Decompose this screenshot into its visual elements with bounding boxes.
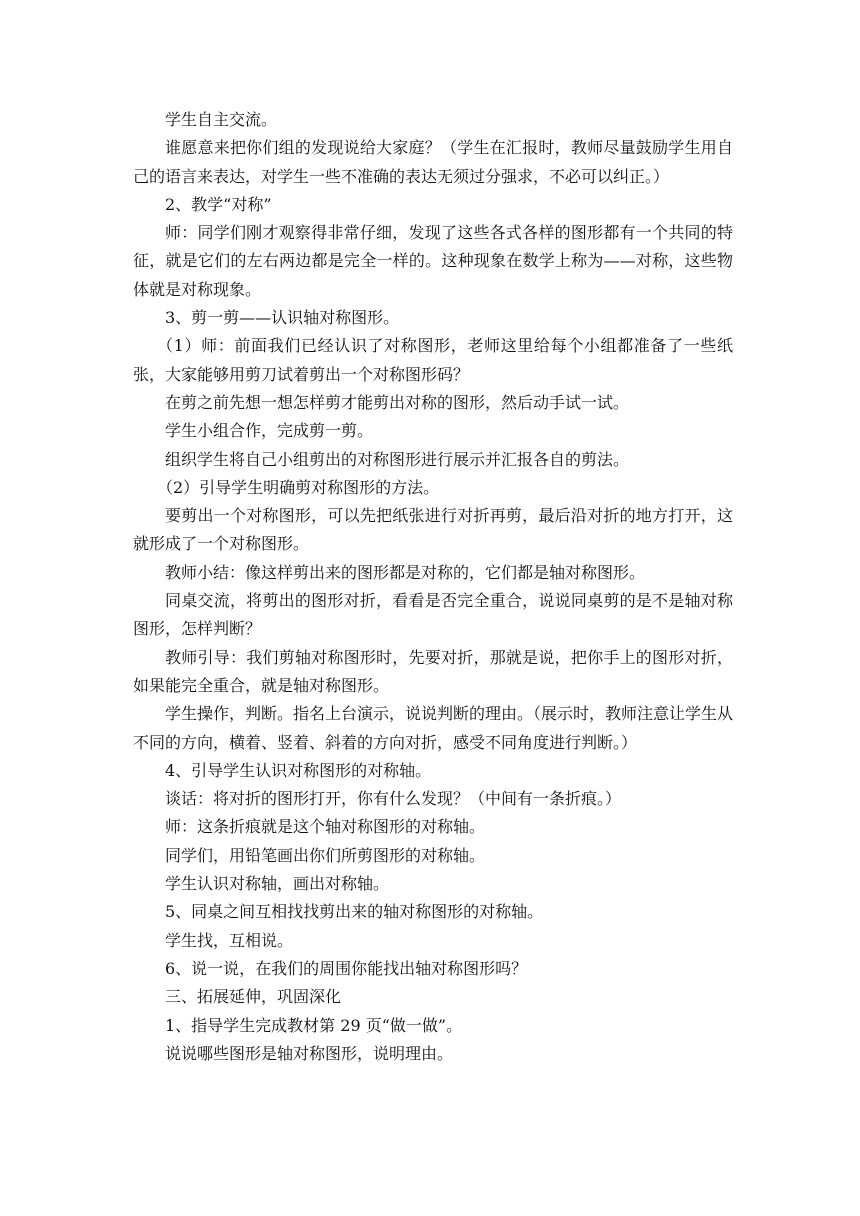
paragraph: 说说哪些图形是轴对称图形，说明理由。 <box>165 1043 454 1063</box>
paragraph: 教师引导：我们剪轴对称图形时，先要对折，那就是说，把你手上的图形对折，如果能完全重合，就是轴对称图形。 <box>133 647 733 695</box>
paragraph: （1）师：前面我们已经认识了对称图形，老师这里给每个小组都准备了一些纸张，大家能够用剪刀试着剪出一个对称图形码？ <box>133 336 733 384</box>
section-heading: 三、拓展延伸，巩固深化 <box>165 987 342 1007</box>
paragraph: 师：这条折痕就是这个轴对称图形的对称轴。 <box>165 817 486 837</box>
paragraph: 1、指导学生完成教材第 29 页“做一做”。 <box>165 1015 463 1035</box>
paragraph: 学生操作，判断。指名上台演示，说说判断的理由。（展示时，教师注意让学生从不同的方向，横着、竖着、斜着的方向对折，感受不同角度进行判断。） <box>133 704 734 752</box>
paragraph: 6、说一说，在我们的周围你能找出轴对称图形吗？ <box>165 958 528 978</box>
paragraph: （2）引导学生明确剪对称图形的方法。 <box>157 477 440 497</box>
paragraph: 在剪之前先想一想怎样剪才能剪出对称的图形，然后动手试一试。 <box>165 392 630 412</box>
paragraph: 学生小组合作，完成剪一剪。 <box>165 421 374 441</box>
paragraph: 同学们，用铅笔画出你们所剪图形的对称轴。 <box>165 845 486 865</box>
paragraph: 学生认识对称轴，画出对称轴。 <box>165 874 390 894</box>
paragraph: 2、教学“对称” <box>165 194 272 214</box>
paragraph: 学生找，互相说。 <box>165 930 294 950</box>
paragraph: 3、剪一剪——认识轴对称图形。 <box>165 308 400 328</box>
paragraph: 组织学生将自己小组剪出的对称图形进行展示并汇报各自的剪法。 <box>165 449 630 469</box>
paragraph: 谈话：将对折的图形打开，你有什么发现？（中间有一条折痕。） <box>165 789 622 809</box>
paragraph: 学生自主交流。 <box>165 110 278 129</box>
paragraph: 4、引导学生认识对称图形的对称轴。 <box>165 760 432 780</box>
paragraph: 要剪出一个对称图形，可以先把纸张进行对折再剪，最后沿对折的地方打开，这就形成了一个对称图形。 <box>133 506 733 554</box>
paragraph: 教师小结：像这样剪出来的图形都是对称的，它们都是轴对称图形。 <box>165 562 646 582</box>
paragraph: 谁愿意来把你们组的发现说给大家庭？（学生在汇报时，教师尽量鼓励学生用自己的语言来表达，对学生一些不准确的表达无须过分强求，不必可以纠正。） <box>133 138 733 186</box>
paragraph: 5、同桌之间互相找找剪出来的轴对称图形的对称轴。 <box>165 902 544 922</box>
document-body <box>133 106 733 1068</box>
paragraph: 同桌交流，将剪出的图形对折，看看是否完全重合，说说同桌剪的是不是轴对称图形，怎样判断？ <box>133 591 733 639</box>
paragraph: 师：同学们刚才观察得非常仔细，发现了这些各式各样的图形都有一个共同的特征，就是它们的左右两边都是完全一样的。这种现象在数学上称为——对称，这些物体就是对称现象。 <box>133 223 733 299</box>
